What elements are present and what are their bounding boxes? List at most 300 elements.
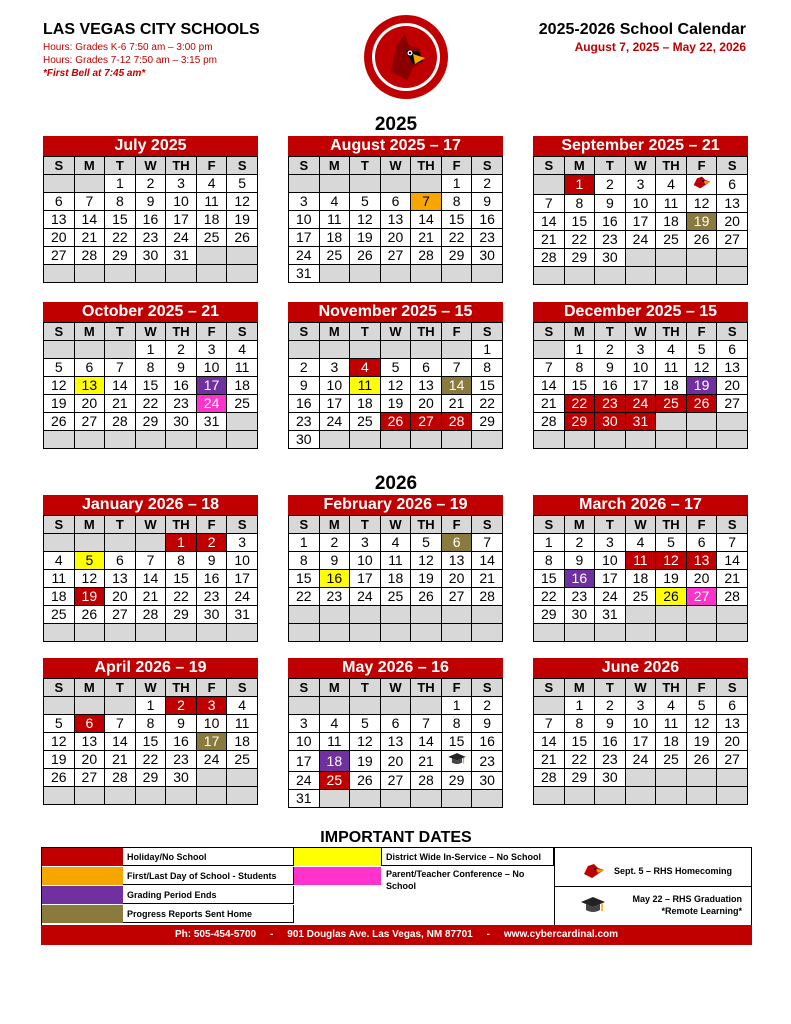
day-cell: 11 — [656, 195, 687, 213]
day-cell: 14 — [411, 733, 442, 751]
day-cell: 1 — [534, 534, 565, 552]
empty-cell — [44, 534, 75, 552]
day-cell: 8 — [564, 195, 595, 213]
month-title: January 2026 – 18 — [43, 495, 258, 515]
day-cell: 10 — [350, 552, 381, 570]
day-cell: 21 — [105, 395, 136, 413]
day-cell: 4 — [656, 697, 687, 715]
weekday-header: W — [625, 323, 656, 341]
day-cell: 25 — [196, 229, 227, 247]
empty-cell — [534, 624, 565, 642]
day-cell: 4 — [319, 715, 350, 733]
empty-cell — [686, 431, 717, 449]
day-cell: 16 — [564, 570, 595, 588]
day-cell: 23 — [564, 588, 595, 606]
empty-cell — [441, 265, 472, 283]
empty-cell — [105, 534, 136, 552]
important-dates-title: IMPORTANT DATES — [320, 829, 472, 846]
day-cell: 13 — [441, 552, 472, 570]
empty-cell — [472, 624, 503, 642]
day-cell: 29 — [564, 413, 595, 431]
empty-cell — [44, 697, 75, 715]
weekday-header: TH — [166, 516, 197, 534]
day-cell: 2 — [166, 697, 197, 715]
day-cell: 7 — [534, 359, 565, 377]
empty-cell — [411, 697, 442, 715]
day-cell: 27 — [380, 772, 411, 790]
empty-cell — [441, 790, 472, 808]
weekday-header: T — [105, 157, 136, 175]
day-cell: 24 — [350, 588, 381, 606]
day-cell: 9 — [564, 552, 595, 570]
calendar-range: August 7, 2025 – May 22, 2026 — [574, 40, 746, 54]
day-cell: 21 — [534, 231, 565, 249]
empty-cell — [380, 606, 411, 624]
weekday-header: TH — [166, 157, 197, 175]
day-cell: 13 — [380, 733, 411, 751]
day-cell: 6 — [380, 715, 411, 733]
empty-cell — [534, 175, 565, 195]
weekday-header: TH — [166, 323, 197, 341]
day-cell: 31 — [166, 247, 197, 265]
day-cell-graduation — [441, 751, 472, 772]
month-calendar — [533, 302, 748, 449]
day-cell: 19 — [411, 570, 442, 588]
homecoming-label: Sept. 5 – RHS Homecoming — [614, 866, 733, 876]
day-cell: 10 — [196, 715, 227, 733]
calendar-title: 2025-2026 School Calendar — [538, 21, 746, 38]
day-cell: 5 — [380, 359, 411, 377]
day-cell: 4 — [196, 175, 227, 193]
day-cell: 6 — [380, 193, 411, 211]
day-cell: 28 — [534, 769, 565, 787]
day-cell: 11 — [44, 570, 75, 588]
empty-cell — [135, 534, 166, 552]
day-cell: 12 — [227, 193, 258, 211]
weekday-header: T — [350, 679, 381, 697]
empty-cell — [380, 341, 411, 359]
weekday-header: S — [717, 323, 748, 341]
day-cell: 28 — [717, 588, 748, 606]
empty-cell — [105, 787, 136, 805]
day-cell: 9 — [595, 359, 626, 377]
day-cell: 19 — [350, 751, 381, 772]
empty-cell — [380, 624, 411, 642]
empty-cell — [166, 265, 197, 283]
weekday-header: W — [380, 157, 411, 175]
day-cell: 10 — [319, 377, 350, 395]
weekday-header: TH — [166, 679, 197, 697]
empty-cell — [717, 769, 748, 787]
day-cell: 6 — [105, 552, 136, 570]
empty-cell — [227, 624, 258, 642]
empty-cell — [350, 431, 381, 449]
day-cell: 29 — [564, 249, 595, 267]
empty-cell — [441, 431, 472, 449]
day-cell: 22 — [564, 751, 595, 769]
month-title: August 2025 – 17 — [288, 136, 503, 156]
day-cell: 16 — [166, 377, 197, 395]
empty-cell — [105, 697, 136, 715]
day-cell-homecoming — [686, 175, 717, 195]
empty-cell — [74, 341, 105, 359]
day-cell: 30 — [289, 431, 320, 449]
month-calendar — [288, 495, 503, 642]
day-cell: 4 — [656, 341, 687, 359]
empty-cell — [350, 790, 381, 808]
empty-cell — [44, 175, 75, 193]
day-cell: 14 — [534, 733, 565, 751]
day-cell: 22 — [289, 588, 320, 606]
empty-cell — [319, 265, 350, 283]
weekday-header: F — [686, 516, 717, 534]
day-cell: 20 — [717, 377, 748, 395]
day-cell: 11 — [227, 359, 258, 377]
day-cell: 8 — [472, 359, 503, 377]
day-cell: 23 — [595, 231, 626, 249]
day-cell: 24 — [625, 231, 656, 249]
day-cell: 25 — [44, 606, 75, 624]
empty-cell — [472, 265, 503, 283]
day-cell: 18 — [227, 377, 258, 395]
day-cell: 18 — [625, 570, 656, 588]
day-cell: 11 — [227, 715, 258, 733]
day-cell: 1 — [564, 697, 595, 715]
day-cell: 15 — [564, 377, 595, 395]
graduation-cap-icon — [580, 894, 606, 916]
weekday-header: T — [350, 516, 381, 534]
day-cell: 7 — [717, 534, 748, 552]
day-cell: 7 — [411, 193, 442, 211]
day-cell: 25 — [656, 395, 687, 413]
empty-cell — [289, 697, 320, 715]
weekday-header: T — [595, 323, 626, 341]
month-calendar — [43, 136, 258, 283]
day-cell: 22 — [564, 231, 595, 249]
month-calendar — [43, 302, 258, 449]
day-cell: 19 — [74, 588, 105, 606]
day-cell: 28 — [472, 588, 503, 606]
day-cell: 28 — [441, 413, 472, 431]
day-cell: 7 — [441, 359, 472, 377]
empty-cell — [411, 624, 442, 642]
empty-cell — [380, 175, 411, 193]
weekday-header: F — [196, 323, 227, 341]
day-cell: 18 — [656, 377, 687, 395]
empty-cell — [441, 606, 472, 624]
day-cell: 28 — [135, 606, 166, 624]
day-cell: 21 — [534, 395, 565, 413]
weekday-header: W — [135, 679, 166, 697]
day-cell: 19 — [686, 733, 717, 751]
weekday-header: T — [105, 679, 136, 697]
day-cell: 10 — [595, 552, 626, 570]
day-cell: 2 — [472, 697, 503, 715]
day-cell: 24 — [166, 229, 197, 247]
hours-7-12: Hours: Grades 7-12 7:50 am – 3:15 pm — [43, 55, 217, 66]
day-cell: 19 — [350, 229, 381, 247]
weekday-header: S — [472, 516, 503, 534]
weekday-header: W — [380, 323, 411, 341]
day-cell: 9 — [472, 715, 503, 733]
empty-cell — [380, 265, 411, 283]
weekday-header: F — [441, 323, 472, 341]
empty-cell — [227, 265, 258, 283]
empty-cell — [289, 624, 320, 642]
empty-cell — [196, 431, 227, 449]
weekday-header: M — [74, 157, 105, 175]
day-cell: 6 — [411, 359, 442, 377]
day-cell: 19 — [227, 211, 258, 229]
day-cell: 28 — [105, 769, 136, 787]
day-cell: 4 — [625, 534, 656, 552]
day-cell: 6 — [717, 175, 748, 195]
weekday-header: TH — [411, 516, 442, 534]
day-cell: 3 — [289, 715, 320, 733]
weekday-header: TH — [411, 323, 442, 341]
day-cell: 10 — [625, 715, 656, 733]
month-title: December 2025 – 15 — [533, 302, 748, 322]
empty-cell — [441, 624, 472, 642]
day-cell: 12 — [686, 715, 717, 733]
empty-cell — [625, 769, 656, 787]
empty-cell — [411, 341, 442, 359]
empty-cell — [625, 267, 656, 285]
day-cell: 27 — [717, 751, 748, 769]
day-cell: 27 — [74, 769, 105, 787]
day-cell: 16 — [289, 395, 320, 413]
day-cell: 7 — [411, 715, 442, 733]
day-cell: 7 — [472, 534, 503, 552]
day-cell: 30 — [564, 606, 595, 624]
empty-cell — [656, 431, 687, 449]
day-cell: 9 — [319, 552, 350, 570]
day-cell: 2 — [289, 359, 320, 377]
day-cell: 8 — [105, 193, 136, 211]
empty-cell — [717, 249, 748, 267]
day-cell: 13 — [717, 715, 748, 733]
first-bell-note: *First Bell at 7:45 am* — [43, 68, 146, 79]
empty-cell — [411, 606, 442, 624]
day-cell: 18 — [656, 213, 687, 231]
day-cell: 18 — [656, 733, 687, 751]
weekday-header: T — [595, 157, 626, 175]
empty-cell — [717, 413, 748, 431]
empty-cell — [196, 247, 227, 265]
weekday-header: T — [595, 516, 626, 534]
weekday-header: TH — [411, 679, 442, 697]
cardinal-logo — [363, 14, 449, 100]
day-cell: 18 — [319, 229, 350, 247]
empty-cell — [289, 606, 320, 624]
weekday-header: S — [534, 157, 565, 175]
day-cell: 23 — [196, 588, 227, 606]
day-cell: 27 — [105, 606, 136, 624]
month-calendar — [533, 136, 748, 285]
day-cell: 19 — [686, 213, 717, 231]
empty-cell — [472, 606, 503, 624]
day-cell: 25 — [350, 413, 381, 431]
day-cell: 25 — [625, 588, 656, 606]
day-cell: 1 — [441, 697, 472, 715]
weekday-header: S — [717, 679, 748, 697]
month-title: May 2026 – 16 — [288, 658, 503, 678]
empty-cell — [686, 267, 717, 285]
day-cell: 3 — [166, 175, 197, 193]
day-cell: 14 — [74, 211, 105, 229]
day-cell: 20 — [44, 229, 75, 247]
empty-cell — [196, 787, 227, 805]
empty-cell — [411, 431, 442, 449]
empty-cell — [717, 431, 748, 449]
day-cell: 26 — [350, 772, 381, 790]
day-cell: 14 — [105, 733, 136, 751]
day-cell: 25 — [656, 231, 687, 249]
empty-cell — [350, 341, 381, 359]
day-cell: 2 — [595, 697, 626, 715]
weekday-header: M — [74, 323, 105, 341]
month-title: July 2025 — [43, 136, 258, 156]
day-cell: 31 — [595, 606, 626, 624]
day-cell: 28 — [411, 772, 442, 790]
day-cell: 9 — [135, 193, 166, 211]
day-cell: 26 — [74, 606, 105, 624]
day-cell: 31 — [227, 606, 258, 624]
empty-cell — [625, 606, 656, 624]
weekday-header: S — [44, 679, 75, 697]
day-cell: 26 — [656, 588, 687, 606]
day-cell: 22 — [166, 588, 197, 606]
empty-cell — [656, 769, 687, 787]
day-cell: 13 — [74, 733, 105, 751]
day-cell: 8 — [289, 552, 320, 570]
day-cell: 18 — [196, 211, 227, 229]
progress-label: Progress Reports Sent Home — [123, 905, 294, 923]
empty-cell — [380, 790, 411, 808]
first-last-swatch — [42, 867, 123, 885]
day-cell: 19 — [656, 570, 687, 588]
day-cell: 30 — [166, 413, 197, 431]
day-cell: 8 — [135, 359, 166, 377]
weekday-header: TH — [411, 157, 442, 175]
empty-cell — [227, 247, 258, 265]
day-cell: 29 — [135, 413, 166, 431]
day-cell: 5 — [350, 193, 381, 211]
weekday-header: S — [472, 679, 503, 697]
empty-cell — [319, 697, 350, 715]
day-cell: 3 — [625, 697, 656, 715]
day-cell: 10 — [227, 552, 258, 570]
weekday-header: S — [227, 323, 258, 341]
empty-cell — [686, 249, 717, 267]
weekday-header: M — [74, 516, 105, 534]
day-cell: 20 — [441, 570, 472, 588]
day-cell: 17 — [625, 377, 656, 395]
day-cell: 25 — [319, 772, 350, 790]
day-cell: 10 — [625, 359, 656, 377]
day-cell: 4 — [656, 175, 687, 195]
day-cell: 7 — [105, 715, 136, 733]
day-cell: 31 — [289, 265, 320, 283]
day-cell: 21 — [105, 751, 136, 769]
day-cell: 15 — [289, 570, 320, 588]
empty-cell — [74, 431, 105, 449]
day-cell: 5 — [44, 715, 75, 733]
day-cell: 21 — [74, 229, 105, 247]
day-cell: 23 — [595, 751, 626, 769]
empty-cell — [196, 769, 227, 787]
weekday-header: W — [625, 157, 656, 175]
empty-cell — [166, 431, 197, 449]
day-cell: 18 — [380, 570, 411, 588]
holiday-label: Holiday/No School — [123, 848, 294, 866]
empty-cell — [534, 431, 565, 449]
footer-address: 901 Douglas Ave. Las Vegas, NM 87701 — [287, 929, 473, 940]
day-cell: 15 — [472, 377, 503, 395]
day-cell: 17 — [319, 395, 350, 413]
day-cell: 11 — [319, 211, 350, 229]
footer-phone: Ph: 505-454-5700 — [174, 929, 257, 940]
day-cell: 16 — [595, 733, 626, 751]
empty-cell — [74, 534, 105, 552]
day-cell: 15 — [105, 211, 136, 229]
day-cell: 14 — [411, 211, 442, 229]
day-cell: 20 — [717, 733, 748, 751]
empty-cell — [625, 249, 656, 267]
day-cell: 11 — [380, 552, 411, 570]
day-cell: 3 — [196, 341, 227, 359]
day-cell: 17 — [625, 213, 656, 231]
day-cell: 24 — [289, 247, 320, 265]
day-cell: 15 — [441, 733, 472, 751]
day-cell: 29 — [105, 247, 136, 265]
year-heading-2026: 2026 — [374, 473, 418, 494]
weekday-header: F — [441, 679, 472, 697]
day-cell: 1 — [564, 175, 595, 195]
day-cell: 26 — [44, 413, 75, 431]
day-cell: 4 — [380, 534, 411, 552]
footer-website-link[interactable]: www.cybercardinal.com — [503, 929, 619, 940]
day-cell: 14 — [534, 213, 565, 231]
day-cell: 16 — [472, 211, 503, 229]
weekday-header: M — [564, 679, 595, 697]
day-cell: 15 — [564, 733, 595, 751]
legend-divider — [554, 848, 555, 926]
day-cell: 23 — [595, 395, 626, 413]
day-cell: 20 — [411, 395, 442, 413]
day-cell: 13 — [105, 570, 136, 588]
day-cell: 4 — [44, 552, 75, 570]
day-cell: 17 — [227, 570, 258, 588]
empty-cell — [534, 697, 565, 715]
day-cell: 14 — [534, 377, 565, 395]
empty-cell — [319, 175, 350, 193]
day-cell: 29 — [166, 606, 197, 624]
empty-cell — [166, 787, 197, 805]
day-cell: 16 — [595, 213, 626, 231]
day-cell: 5 — [74, 552, 105, 570]
weekday-header: M — [74, 679, 105, 697]
weekday-header: S — [227, 679, 258, 697]
day-cell: 27 — [74, 413, 105, 431]
day-cell: 28 — [411, 247, 442, 265]
empty-cell — [564, 624, 595, 642]
day-cell: 30 — [166, 769, 197, 787]
day-cell: 11 — [319, 733, 350, 751]
day-cell: 15 — [135, 377, 166, 395]
day-cell: 22 — [105, 229, 136, 247]
day-cell: 9 — [595, 715, 626, 733]
